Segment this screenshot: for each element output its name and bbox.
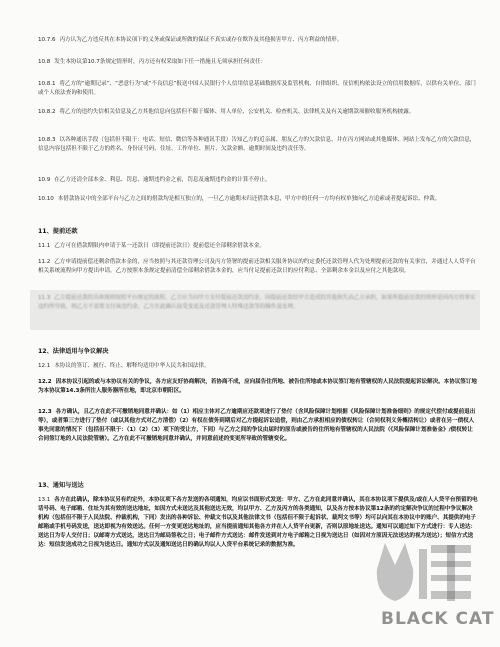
clause-10-9: 10.9 在乙方还清全部本金、利息、罚息、逾期违约金之前，罚息及逾期违约金的计算不停止。: [38, 177, 271, 183]
clause-10-10: 10.10 本借款协议中的全部平台与乙方之间的借款均是相互独立的，一旦乙方逾期未归还借款本息，甲方中的任何一方均有权单独向乙方追索或者提起诉讼、仲裁。: [38, 196, 441, 202]
clause-12-2: 12.2 因本协议引起的或与本协议有关的争议，各方应友好协商解决，若协商不成，应向届告住所地、被告住所地或本协议签订地有管辖权的人民法院提起诉讼解决。本协议签订地为本协议第14.3条所注人服务器所在地，即北京市朝阳区。: [38, 379, 477, 394]
section-13-title: 13、通知与送达: [38, 482, 84, 489]
section-11-title: 11、提前还款: [38, 228, 78, 235]
clause-10-8-1: 10.8.1 将乙方的“逾期记录”、“恶意行为”或“不良信息”报送中国人民银行个人信用信息基础数据库及监管机构、自律组织、征信机构依法设立的信用数据库，以供有关单位、部门或个人依法查询和使用。: [38, 81, 476, 96]
clause-11-2: 11.2 乙方申请提前偿还剩余借款本金的，应当按照与其还款管理公司及丙方签署的提前还款相关服务协议的约定委托还款管理人代为处理提前还款的有关事宜，并通过人人贷平台相关系统流程向甲方提出申请，乙方按照本条规定提前清偿全部剩余借款本金的，应当付足提前还款日的应付利息、全部剩余本金以及应付之其他款项。: [38, 259, 476, 274]
watermark-text: BLACK CAT: [381, 609, 495, 629]
clause-12-3: 12.3 各方确认，且乙方在此不可撤销地同意并确认：如（1）相应主体对乙方逾期应还款项进行了垫付（含风险保障计划根据《风险保障计划准备细则》的规定代偿付或提前退出等），或者第三方进行了垫付（或以其他方式对乙方清偿）（2）有权在债务到期后对乙方提起诉讼追偿，则由乙方承担相应的债权转让（合同权利义务概括转让）或者在另一债权人事先同意的情况下（包括但不限于：（1）（2）（3）项下的受让方，下同）与乙方之间的争议由届时的原告或被告的住所地有管辖权的人民法院（《风险保障计划准备金》/债权转让合同签订地的人民法院管辖）。乙方在此不可撤销地同意并确认，并同意前述的变更所导致的管辖变化。: [38, 409, 476, 442]
clause-11-3: 11.3 乙方提前还款的具体规则按照平台规定的流程，乙方应当向甲方支付提前还款违约金，因提前还款给甲方造成的其他损失由乙方承担，如果所提前还款的情形是因丙方的事实违约所导致，则乙方不需要支付该违约金，乙方在此确认接受变更及还款管理人特殊还款等的操作及处理。: [38, 295, 476, 310]
clause-10-8-2: 10.8.2 将乙方的违约失信相关信息及乙方其他信息向包括但不限于媒体、用人单位、公安机关、检查机关、法律机关及有关逾期款项催收服务机构披露。: [38, 109, 415, 115]
clause-10-8-3: 10.8.3 以各种通讯手段（包括但不限于：电话、短信、微信等各种通讯手段）告知乙方的近亲属、朋友乙方的欠款信息，并在丙方网站或其他媒体、网站上发布乙方的欠款信息，信息内容包括但不限于乙方的姓名、身份证号码、住址、工作单位、照片、欠款金额、逾期时间及违约责任等。: [38, 137, 476, 152]
clause-11-1: 11.1 乙方可在借款期限内申请于某一还款日（即提前还款日）提前偿还全部剩余借款本金。: [38, 243, 265, 249]
clause-13-1: 13.1 各方在此确认，除本协议另有约定外，本协议项下各方发送的各项通知，均应以书面形式发送：甲方、乙方在此同意并确认，其在本协议项下提供及/或在人人贷平台预留的电话号码、电子邮箱、住址为其有效的送达地址，如因方式未送达及其他送达无效，均以甲方、乙方及丙方的各类通知，以及各方按本协议第12条的约定解决争议的过程中争议解决机构（包括但不限于人民法院、仲裁机构，下同）发出的各种诉讼、仲裁文书以及其他法律文书（包括但不限于起诉状、裁判文书等）均可以向其在本协议中的账户、其提供的电子邮箱或手机号码发送，送达即视为有效送达。任何一方变更送达地址的，应当提前通知其他各方并在人人贷平台更新，否则以原地址送达。通知可以通过如下方式进行：专人送达：送达日为专人交付日；以邮寄方式送达，送达日为邮局签收之日；电子邮件方式送达：邮件发送到对方电子邮箱之日视为送达日（如因对方原因无法送达的视为送达）；短信方式送达：短信发送成功之日视为送达日。通知方式以及通知送达日的确认均以人人贷平台系统记录的数据为准。: [38, 497, 478, 548]
clause-12-1: 12.1 本协议的签订、履行、终止、解释均适用中华人民共和国法律。: [38, 363, 210, 369]
section-12-title: 12、法律适用与争议解决: [38, 348, 109, 355]
clause-10-8: 10.8 发生本协议第10.7条规定情形时，丙方还有权采取如下任一措施且无须承担任何责任：: [38, 59, 267, 65]
clause-10-7-6: 10.7.6 丙方认为乙方违反其在本协议项下的义务或保证或所做的保证不真实或存在欺诈及其他损害甲方、丙方利益的情形。: [38, 37, 343, 43]
